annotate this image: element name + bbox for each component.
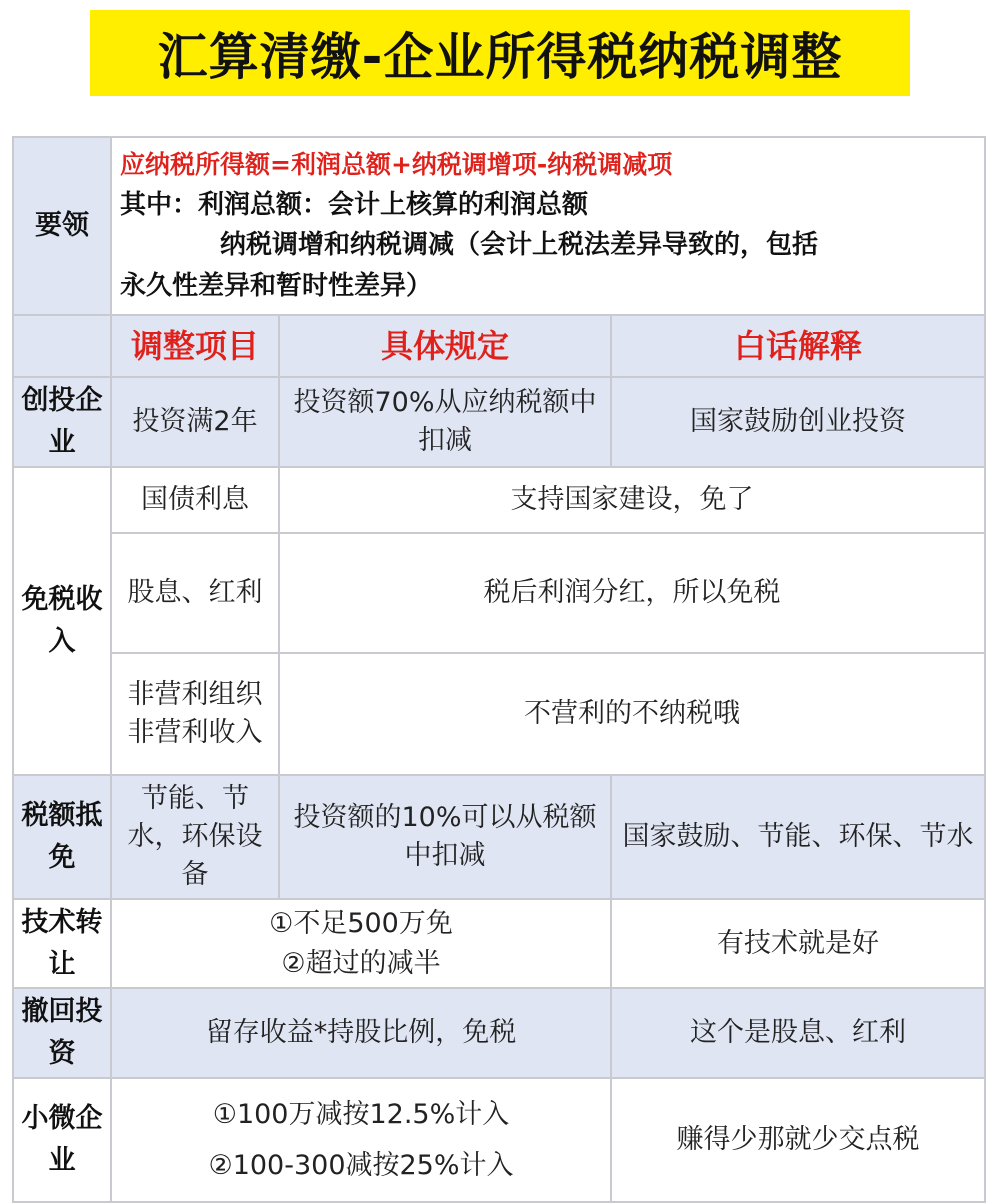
tech-rule-1: ①不足500万免: [269, 908, 453, 940]
item-cell: 节能、节水，环保设备: [111, 775, 279, 899]
explain-cell: 这个是股息、红利: [611, 988, 985, 1078]
category-withdraw: 撤回投资: [13, 988, 111, 1078]
header-row: [13, 315, 985, 377]
explain-cell: 国家鼓励创业投资: [611, 377, 985, 467]
explain-cell: 支持国家建设，免了: [279, 467, 985, 533]
category-credit: 税额抵免: [13, 775, 111, 899]
category-venture: 创投企业: [13, 377, 111, 467]
table-row: [13, 1078, 985, 1202]
small-rule-1: ①100万减按12.5%计入: [212, 1098, 510, 1130]
item-cell: 股息、红利: [111, 533, 279, 653]
rule-cell: 投资额的10%可以从税额中扣减: [279, 775, 611, 899]
table-row: [13, 653, 985, 775]
explain-cell: 有技术就是好: [611, 899, 985, 989]
table-row: [13, 988, 985, 1078]
page-title: 汇算清缴-企业所得税纳税调整: [90, 10, 910, 96]
rule-cell: [111, 899, 611, 989]
key-line-1: 其中：利润总额：会计上核算的利润总额: [120, 189, 589, 220]
category-exempt: 免税收入: [13, 467, 111, 775]
title-area: [0, 0, 995, 118]
explain-cell: 不营利的不纳税哦: [279, 653, 985, 775]
tech-rule-2: ②超过的减半: [281, 947, 441, 979]
key-line-2: 纳税调增和纳税调减（会计上税法差异导致的，包括: [220, 230, 819, 261]
item-cell: 非营利组织非营利收入: [111, 653, 279, 775]
item-cell: 投资满2年: [111, 377, 279, 467]
rule-cell: 留存收益*持股比例，免税: [111, 988, 611, 1078]
key-formula: 应纳税所得额=利润总额+纳税调增项-纳税调减项: [120, 150, 673, 180]
table-row: [13, 533, 985, 653]
key-points-content: [111, 137, 985, 315]
explain-cell: 税后利润分红，所以免税: [279, 533, 985, 653]
item-cell: 国债利息: [111, 467, 279, 533]
header-explain: 白话解释: [611, 315, 985, 377]
table-row: [13, 467, 985, 533]
explain-cell: 赚得少那就少交点税: [611, 1078, 985, 1202]
header-adjust-item: 调整项目: [111, 315, 279, 377]
table-row: [13, 899, 985, 989]
header-rule: 具体规定: [279, 315, 611, 377]
table-row: [13, 377, 985, 467]
small-rule-2: ②100-300减按25%计入: [208, 1150, 514, 1182]
rule-cell: [111, 1078, 611, 1202]
key-points-label: 要领: [13, 137, 111, 315]
key-line-3: 永久性差异和暂时性差异）: [120, 270, 433, 301]
header-blank: [13, 315, 111, 377]
rule-cell: 投资额70%从应纳税额中扣减: [279, 377, 611, 467]
key-points-row: [13, 137, 985, 315]
tax-adjustment-table: [12, 136, 986, 1203]
explain-cell: 国家鼓励、节能、环保、节水: [611, 775, 985, 899]
category-tech: 技术转让: [13, 899, 111, 989]
category-small: 小微企业: [13, 1078, 111, 1202]
table-row: [13, 775, 985, 899]
